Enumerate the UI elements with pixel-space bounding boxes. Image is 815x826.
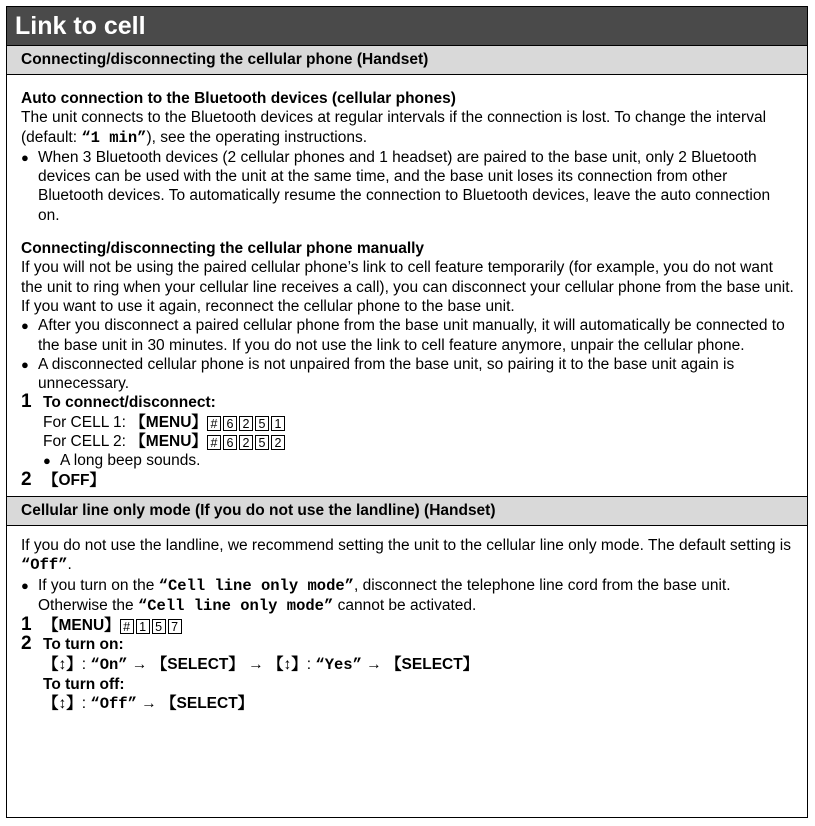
key-5: 5: [255, 416, 269, 431]
key-5: 5: [255, 435, 269, 450]
key-5: 5: [152, 619, 166, 634]
cell2-key-sequence: For CELL 2: 【MENU】 # 6 2 5 2: [43, 432, 795, 451]
key-hash: #: [207, 416, 221, 431]
cellular-step-2: 2 To turn on: 【↕】: “On” → 【SELECT】 → 【↕】: “Yes” → 【SELECT】 To turn off: 【↕】: “Off” → 【SELECT】: [21, 635, 795, 714]
key-2: 2: [239, 435, 253, 450]
key-6: 6: [223, 435, 237, 450]
manual-bullet-1: ● After you disconnect a paired cellular phone from the base unit manually, it will automatically be connected to the base unit in 30 minutes. If you do not use the link to cell feature anymore, unpair the cellular phone.: [21, 316, 795, 355]
section-body-connecting: [7, 75, 807, 496]
turn-on-sequence: 【↕】: “On” → 【SELECT】 → 【↕】: “Yes” → 【SELECT】: [43, 655, 479, 674]
cellular-only-bullet: ● If you turn on the “Cell line only mode”, disconnect the telephone line cord from the base unit. Otherwise the “Cell line only mode” cannot be activated.: [21, 576, 795, 617]
cellular-step-1: 1 【MENU】 # 1 5 7: [21, 616, 795, 635]
section-heading-cellular-only: Cellular line only mode (If you do not use the landline) (Handset): [7, 496, 807, 526]
subheading-auto-connection: Auto connection to the Bluetooth devices (cellular phones): [21, 90, 456, 107]
key-1: 1: [136, 619, 150, 634]
document-frame: [6, 6, 808, 818]
key-7: 7: [168, 619, 182, 634]
step-1-title: To connect/disconnect:: [43, 394, 216, 412]
auto-connection-text: The unit connects to the Bluetooth devices at regular intervals if the connection is lost. To change the interval (default: “1 min”), see the operating instructions.: [21, 109, 767, 147]
key-1: 1: [271, 416, 285, 431]
section-heading-connecting: Connecting/disconnecting the cellular phone (Handset): [7, 46, 807, 75]
auto-connection-bullet: ● When 3 Bluetooth devices (2 cellular phones and 1 headset) are paired to the base unit, only 2 Bluetooth devices can be used with the unit at the same time, and the base unit loses its connection from other Bluetooth devices. To automatically resume the connection to Bluetooth devices, leave the auto connection on.: [21, 148, 795, 225]
subheading-manual: Connecting/disconnecting the cellular phone manually: [21, 240, 425, 258]
cell1-key-sequence: For CELL 1: 【MENU】 # 6 2 5 1: [43, 413, 795, 432]
key-hash: #: [120, 619, 134, 634]
key-2: 2: [239, 416, 253, 431]
turn-off-label: To turn off:: [43, 676, 125, 694]
page-title: Link to cell: [7, 7, 807, 46]
key-6: 6: [223, 416, 237, 431]
step-1-bullet: ● A long beep sounds.: [43, 451, 795, 470]
step-2-off: 2 【OFF】: [21, 468, 105, 490]
step-1-connect: 1 To connect/disconnect: For CELL 1: 【MENU】 # 6 2 5 1 For CELL 2: 【MENU】 # 6 2 5 2 ● A long beep sounds.: [21, 393, 795, 470]
manual-bullet-2: ● A disconnected cellular phone is not unpaired from the base unit, so pairing it to the base unit again is unnecessary.: [21, 355, 795, 394]
key-2: 2: [271, 435, 285, 450]
section-body-cellular-only: [7, 526, 807, 715]
turn-off-sequence: 【↕】: “Off” → 【SELECT】: [43, 695, 254, 714]
turn-on-label: To turn on:: [43, 636, 124, 654]
key-hash: #: [207, 435, 221, 450]
manual-text: If you will not be using the paired cellular phone’s link to cell feature temporarily (for example, you do not want the unit to ring when your cellular line receives a call), you can disconnect your cellular phone from the base unit. If you want to use it again, reconnect the cellular phone to the base unit.: [21, 259, 794, 315]
cellular-only-intro: If you do not use the landline, we recommend setting the unit to the cellular line only mode. The default setting is “Off”.: [21, 536, 792, 575]
